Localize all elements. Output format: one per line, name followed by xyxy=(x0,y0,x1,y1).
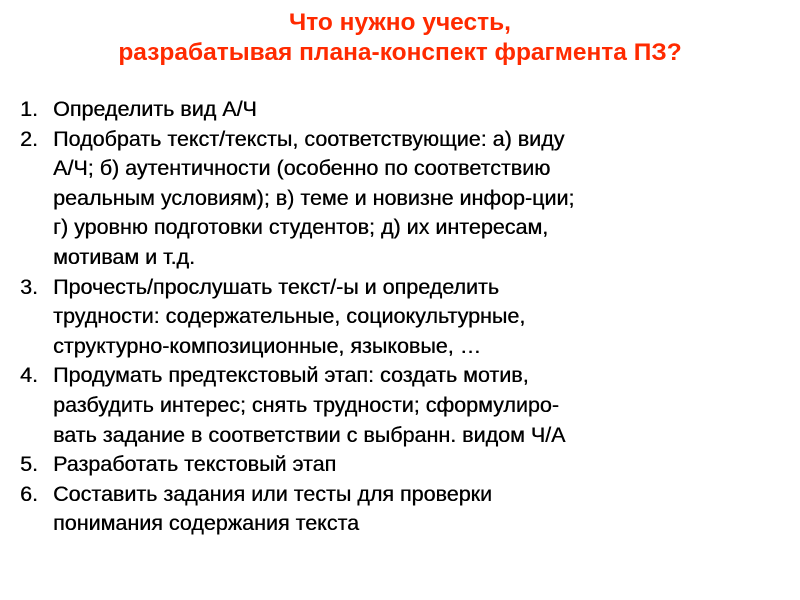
item-text-line: г) уровню подготовки студентов; д) их интересам, xyxy=(53,215,549,240)
item-text-line: Продумать предтекстовый этап: создать мотив, xyxy=(53,363,529,388)
item-text-line: Подобрать текст/тексты, соответствующие: а) виду xyxy=(53,126,565,151)
item-number: 5. xyxy=(20,452,38,477)
list-item xyxy=(20,273,780,362)
title-line-2: разрабатывая плана-конспект фрагмента ПЗ? xyxy=(118,39,682,66)
list-item xyxy=(20,450,780,480)
list-item xyxy=(20,361,780,450)
item-text-line: мотивам и т.д. xyxy=(53,244,195,269)
item-text-line: Определить вид А/Ч xyxy=(53,97,257,121)
title-line-1: Что нужно учесть, xyxy=(289,9,511,36)
slide-title xyxy=(0,8,800,68)
item-text-line: структурно-композиционные, языковые, … xyxy=(53,333,482,358)
item-number: 4. xyxy=(20,363,38,388)
item-number: 2. xyxy=(20,126,38,151)
item-text-line: разбудить интерес; снять трудности; сформулиро- xyxy=(53,392,559,417)
item-text-line: Составить задания или тесты для проверки xyxy=(53,481,492,506)
item-text-line: реальным условиям); в) теме и новизне инфор-ции; xyxy=(53,185,575,210)
item-number: 6. xyxy=(20,481,38,506)
item-text-line: Разработать текстовый этап xyxy=(53,452,337,477)
list-item xyxy=(20,480,780,539)
list-item xyxy=(20,125,780,273)
list-item xyxy=(20,95,780,125)
item-number: 1. xyxy=(20,97,38,121)
item-text-line: Прочесть/прослушать текст/-ы и определить xyxy=(53,274,499,299)
steps-list xyxy=(20,95,780,539)
item-text-line: А/Ч; б) аутентичности (особенно по соответствию xyxy=(53,156,551,181)
item-text-line: вать задание в соответствии с выбранн. видом Ч/А xyxy=(53,422,566,447)
item-text-line: понимания содержания текста xyxy=(53,511,360,536)
item-number: 3. xyxy=(20,274,38,299)
item-text-line: трудности: содержательные, социокультурные, xyxy=(53,304,526,329)
